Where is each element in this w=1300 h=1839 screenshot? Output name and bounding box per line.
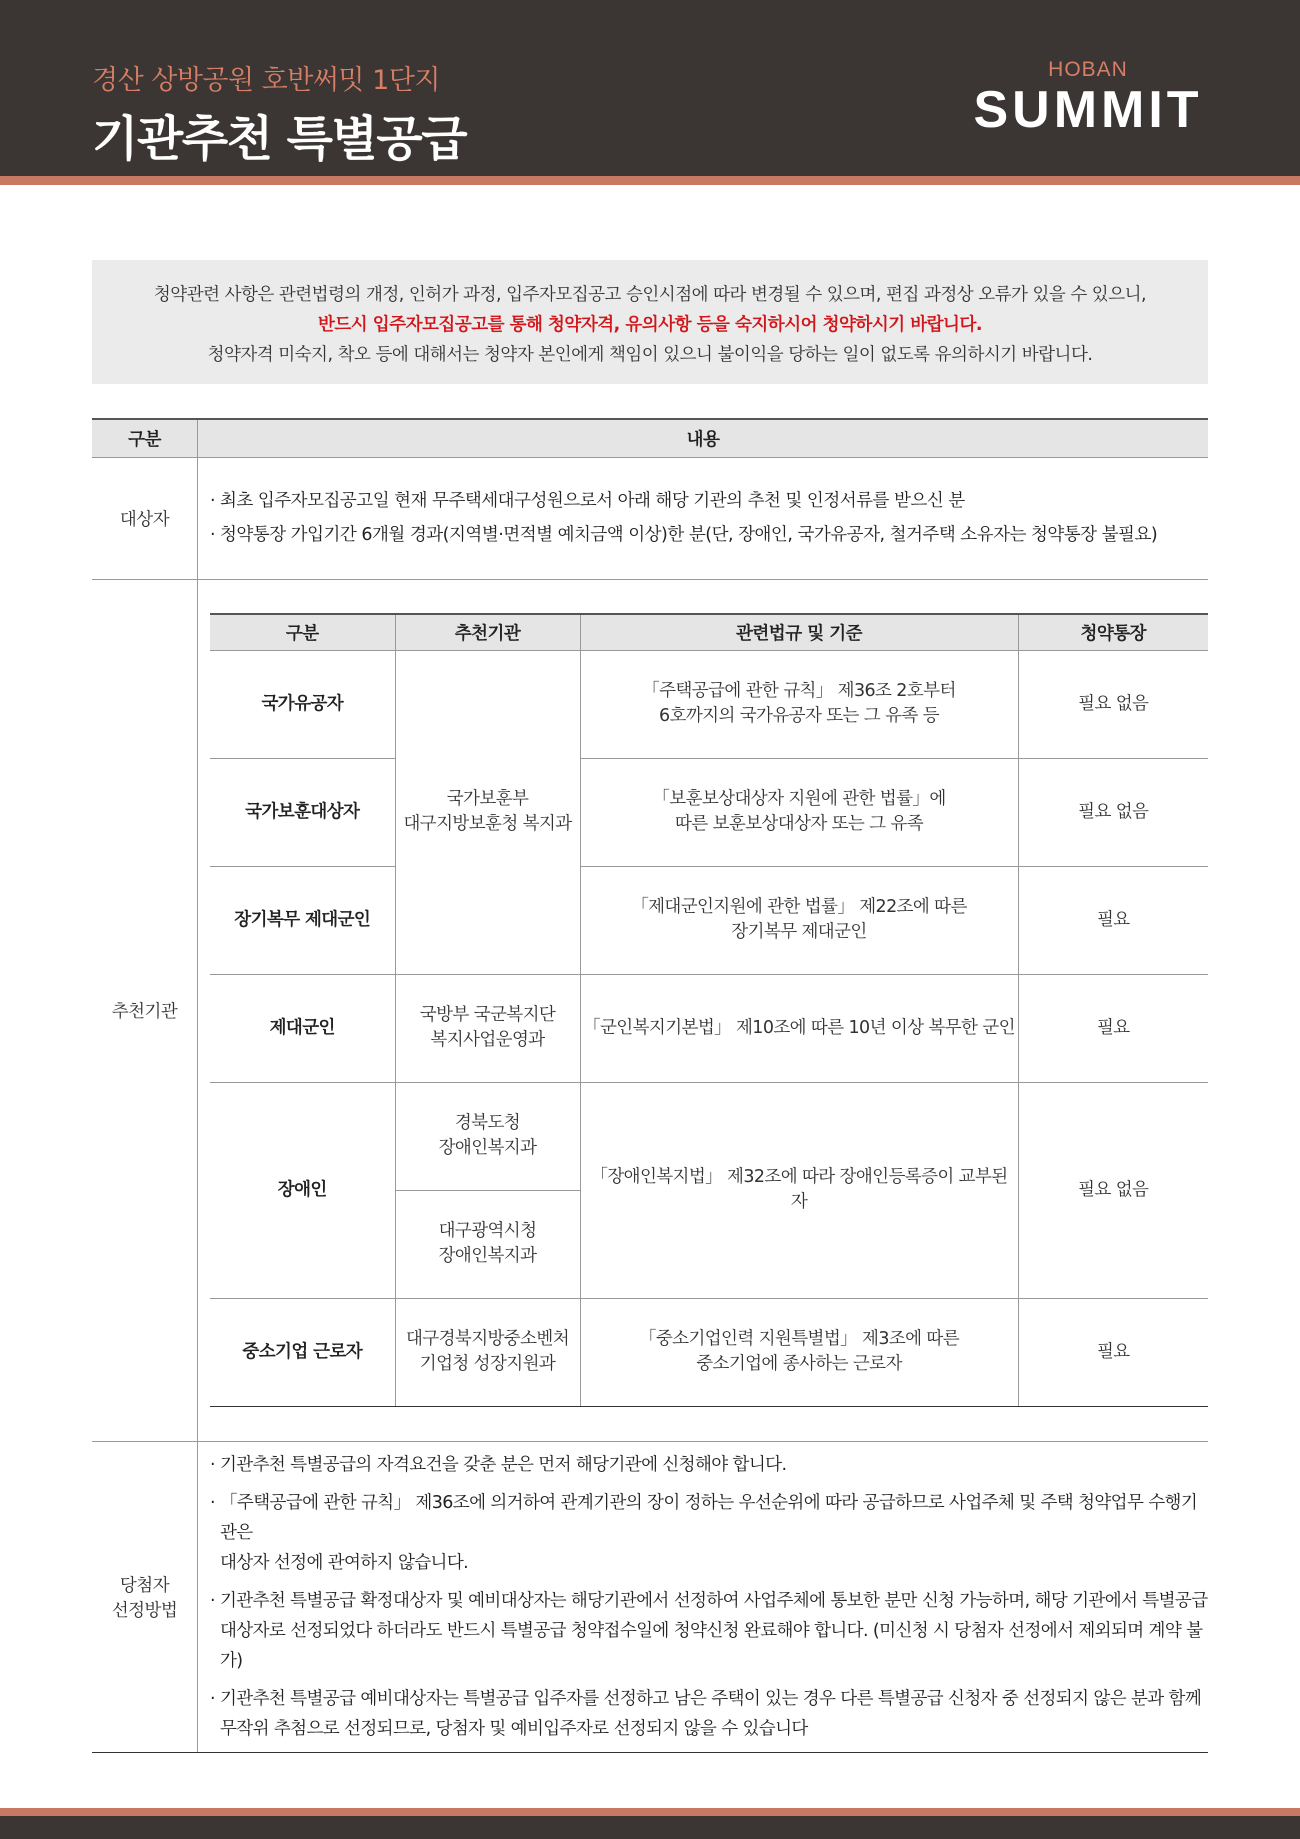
- complex-name: 경산 상방공원 호반써밋 1단지: [92, 65, 440, 96]
- agency-type: 장애인: [210, 1082, 395, 1298]
- agency-account: 필요 없음: [1018, 1082, 1208, 1298]
- agency-org: [395, 1190, 580, 1298]
- agency-org-line: 국가보훈부: [446, 789, 529, 810]
- selection-content: [198, 1441, 1209, 1752]
- agency-type: 국가유공자: [210, 650, 395, 758]
- agency-law-line: 「보훈보상대상자 지원에 관한 법률」에: [652, 789, 946, 810]
- agency-header-law: 관련법규 및 기준: [580, 614, 1018, 650]
- page-title: 기관추천 특별공급: [92, 111, 467, 167]
- selection-item: [210, 1488, 1208, 1578]
- agency-row: [210, 866, 1208, 974]
- selection-item: [210, 1586, 1208, 1676]
- agency-account: 필요: [1018, 866, 1208, 974]
- agency-header-org: 추천기관: [395, 614, 580, 650]
- header-category: 구분: [92, 419, 198, 457]
- agency-law-line: 「주택공급에 관한 규칙」 제36조 2호부터: [642, 681, 956, 702]
- selection-item: [210, 1684, 1208, 1744]
- agency-org-line: 대구경북지방중소벤처: [405, 1329, 570, 1350]
- agency-type: 중소기업 근로자: [210, 1298, 395, 1406]
- agency-account: 필요 없음: [1018, 758, 1208, 866]
- agency-row: [210, 1298, 1208, 1406]
- agency-org: [395, 974, 580, 1082]
- agency-account: 필요: [1018, 1298, 1208, 1406]
- brand-logo: [968, 58, 1208, 138]
- agency-org: [395, 1082, 580, 1190]
- org-row: [92, 579, 1208, 1441]
- logo-main-text: SUMMIT: [973, 81, 1203, 139]
- footer-accent-stripe: [0, 1808, 1300, 1816]
- notice-line-3: 청약자격 미숙지, 착오 등에 대해서는 청약자 본인에게 책임이 있으니 불이익을 당하는 일이 없도록 유의하시기 바랍니다.: [207, 345, 1093, 365]
- agency-account: 필요: [1018, 974, 1208, 1082]
- selection-item-line: 무작위 추첨으로 선정되므로, 당첨자 및 예비입주자로 선정되지 않을 수 있습니다: [220, 1718, 808, 1739]
- target-content: [198, 457, 1209, 579]
- agency-law-line: 「중소기업인력 지원특별법」 제3조에 따른: [638, 1329, 960, 1350]
- agency-org: [395, 650, 580, 974]
- agency-law-line: 6호까지의 국가유공자 또는 그 유족 등: [659, 706, 939, 727]
- agency-row: [210, 1082, 1208, 1190]
- selection-label-line: 당첨자: [119, 1575, 170, 1596]
- target-label: 대상자: [92, 457, 198, 579]
- selection-item: [210, 1450, 1208, 1480]
- selection-label-line: 선정방법: [111, 1600, 178, 1621]
- agency-row: [210, 758, 1208, 866]
- header-accent-stripe: [0, 176, 1300, 185]
- notice-box: [92, 260, 1208, 384]
- agency-row: [210, 974, 1208, 1082]
- agency-type: 국가보훈대상자: [210, 758, 395, 866]
- agency-law: 「군인복지기본법」 제10조에 따른 10년 이상 복무한 군인: [580, 974, 1018, 1082]
- agency-type: 장기복무 제대군인: [210, 866, 395, 974]
- agency-law: [580, 866, 1018, 974]
- agency-law: 「장애인복지법」 제32조에 따라 장애인등록증이 교부된 자: [580, 1082, 1018, 1298]
- header-banner: [0, 0, 1300, 176]
- agency-law-line: 중소기업에 종사하는 근로자: [696, 1354, 902, 1375]
- agency-law-line: 「제대군인지원에 관한 법률」 제22조에 따른: [631, 897, 967, 918]
- footer-bar: [0, 1816, 1300, 1839]
- agency-table: [210, 613, 1208, 1407]
- agency-law: [580, 650, 1018, 758]
- agency-account: 필요 없음: [1018, 650, 1208, 758]
- agency-law-line: 장기복무 제대군인: [731, 922, 867, 943]
- selection-item-line: 대상자로 선정되었다 하더라도 반드시 특별공급 청약접수일에 청약신청 완료해야 합니다. (미신청 시 당첨자 선정에서 제외되며 계약 불가): [220, 1620, 1203, 1671]
- target-row: [92, 457, 1208, 579]
- agency-law-line: 따른 보훈보상대상자 또는 그 유족: [674, 814, 924, 835]
- agency-org-line: 복지사업운영과: [430, 1030, 545, 1051]
- selection-item-line: · 기관추천 특별공급의 자격요건을 갖춘 분은 먼저 해당기관에 신청해야 합니다.: [220, 1454, 787, 1475]
- org-label: 추천기관: [92, 579, 198, 1441]
- selection-item-line: 대상자 선정에 관여하지 않습니다.: [220, 1552, 469, 1573]
- logo-top-text: HOBAN: [1048, 58, 1128, 81]
- agency-header-account: 청약통장: [1018, 614, 1208, 650]
- notice-warning: 반드시 입주자모집공고를 통해 청약자격, 유의사항 등을 숙지하시어 청약하시기 바랍니다.: [317, 315, 983, 335]
- agency-law: [580, 758, 1018, 866]
- org-content: [198, 579, 1209, 1441]
- agency-type: 제대군인: [210, 974, 395, 1082]
- notice-line-1: 청약관련 사항은 관련법령의 개정, 인허가 과정, 입주자모집공고 승인시점에 따라 변경될 수 있으며, 편집 과정상 오류가 있을 수 있으니,: [153, 285, 1147, 305]
- selection-label: [92, 1441, 198, 1752]
- agency-org: [395, 1298, 580, 1406]
- target-item: · 최초 입주자모집공고일 현재 무주택세대구성원으로서 아래 해당 기관의 추천 및 인정서류를 받으신 분: [210, 484, 1208, 518]
- agency-org-line: 기업청 성장지원과: [419, 1354, 556, 1375]
- main-table-header: [92, 419, 1208, 457]
- selection-item-line: · 기관추천 특별공급 예비대상자는 특별공급 입주자를 선정하고 남은 주택이 있는 경우 다른 특별공급 신청자 중 선정되지 않은 분과 함께: [220, 1688, 1202, 1709]
- selection-item-line: · 기관추천 특별공급 확정대상자 및 예비대상자는 해당기관에서 선정하여 사업주체에 통보한 분만 신청 가능하며, 해당 기관에서 특별공급: [220, 1590, 1208, 1611]
- agency-law: [580, 1298, 1018, 1406]
- agency-org-line: 장애인복지과: [438, 1138, 537, 1159]
- target-item: · 청약통장 가입기간 6개월 경과(지역별·면적별 예치금액 이상)한 분(단, 장애인, 국가유공자, 철거주택 소유자는 청약통장 불필요): [210, 518, 1208, 552]
- agency-row: [210, 650, 1208, 758]
- agency-header-type: 구분: [210, 614, 395, 650]
- selection-item-line: · 「주택공급에 관한 규칙」 제36조에 의거하여 관계기관의 장이 정하는 우선순위에 따라 공급하므로 사업주체 및 주택 청약업무 수행기관은: [220, 1492, 1198, 1543]
- header-content: 내용: [198, 419, 1209, 457]
- agency-org-line: 경북도청: [454, 1113, 521, 1134]
- agency-table-header: [210, 614, 1208, 650]
- agency-org-line: 국방부 국군복지단: [419, 1005, 556, 1026]
- main-table: [92, 418, 1208, 1753]
- selection-row: [92, 1441, 1208, 1752]
- agency-org-line: 대구광역시청: [438, 1221, 537, 1242]
- agency-org-line: 장애인복지과: [438, 1246, 537, 1267]
- agency-org-line: 대구지방보훈청 복지과: [403, 814, 572, 835]
